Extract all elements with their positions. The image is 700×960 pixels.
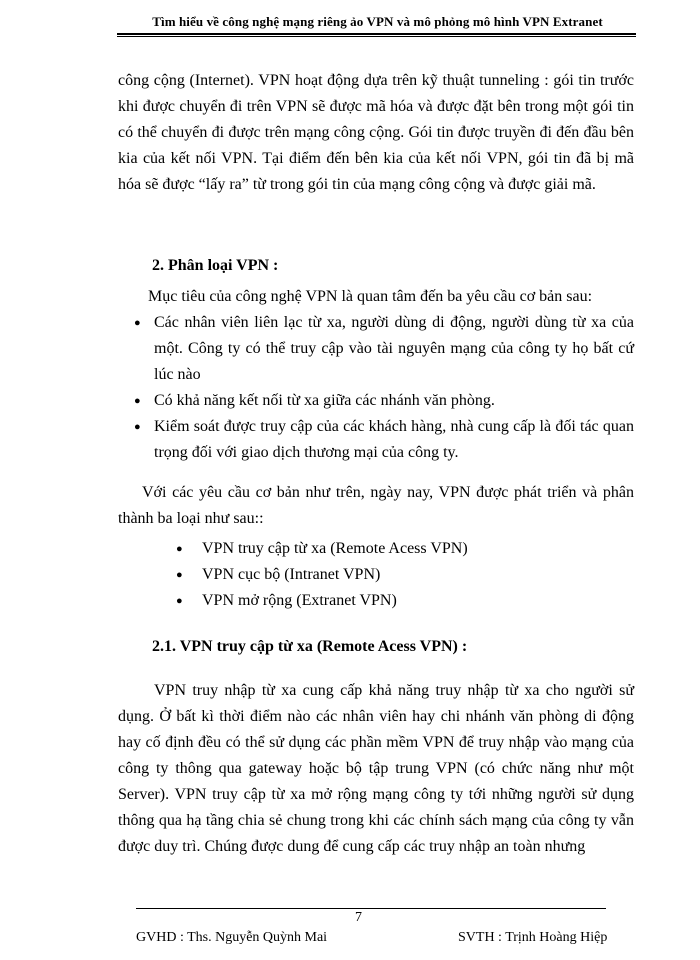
list-item: ● Kiểm soát được truy cập của các khách hàng, nhà cung cấp là đối tác quan trọng đối với giao dịch thương mại của công ty. [118, 414, 634, 466]
bullet-icon: ● [176, 569, 183, 581]
section-2-1-body: VPN truy nhập từ xa cung cấp khả năng truy nhập từ xa cho người sử dụng. Ở bất kì thời điểm nào các nhân viên hay chi nhánh văn phòng di động hay cố định đều có thể sử dụng các phần mềm VPN để truy nhập vào mạng của công ty thông qua gateway hoặc bộ tập trung VPN (có chức năng như một Server). VPN truy cập từ xa mở rộng mạng công ty tới những người sử dụng thông qua hạ tầng chia sẻ chung trong khi các chính sách mạng của công ty vẫn được duy trì. Chúng được dung để cung cấp các truy nhập an toàn nhưng [118, 682, 634, 855]
section-2-lead: Mục tiêu của công nghệ VPN là quan tâm đến ba yêu cầu cơ bản sau: [148, 288, 593, 305]
list-item: ● VPN cục bộ (Intranet VPN) [176, 562, 576, 588]
list-item: ● Có khả năng kết nối từ xa giữa các nhánh văn phòng. [118, 388, 634, 414]
header-rule [117, 33, 636, 35]
bullet-icon: ● [176, 543, 183, 555]
footer-rule [136, 908, 606, 909]
section-2-summary: Với các yêu cầu cơ bản như trên, ngày nay, VPN được phát triển và phân thành ba loại như sau:: [118, 484, 634, 527]
list-item: ● Các nhân viên liên lạc từ xa, người dùng di động, người dùng từ xa của một. Công ty có thể truy cập vào tài nguyên mạng của công ty họ bất cứ lúc nào [118, 310, 634, 388]
page-header-title: Tìm hiểu về công nghệ mạng riêng ảo VPN và mô phỏng mô hình VPN Extranet [152, 14, 603, 29]
footer-student: SVTH : Trịnh Hoàng Hiệp [458, 930, 608, 945]
footer-advisor: GVHD : Ths. Nguyễn Quỳnh Mai [136, 930, 328, 945]
header-rule-thin [117, 36, 636, 37]
section-2-heading: 2. Phân loại VPN : [152, 257, 279, 274]
bullet-icon: ● [134, 317, 141, 329]
intro-paragraph: công cộng (Internet). VPN hoạt động dựa trên kỹ thuật tunneling : gói tin trước khi được chuyển đi trên VPN sẽ được mã hóa và được đặt bên trong một gói tin có thể chuyển đi được trên mạng công cộng. Gói tin được truyền đi đến đầu bên kia của kết nối VPN. Tại điểm đến bên kia của kết nối VPN, gói tin đã bị mã hóa sẽ được “lấy ra” từ trong gói tin của mạng công cộng và được giải mã. [118, 72, 634, 193]
bullet-icon: ● [176, 595, 183, 607]
vpn-types-list [176, 536, 576, 614]
list-item: ● VPN mở rộng (Extranet VPN) [176, 588, 576, 614]
bullet-icon: ● [134, 421, 141, 433]
page-number: 7 [355, 910, 362, 925]
list-item: ● VPN truy cập từ xa (Remote Acess VPN) [176, 536, 576, 562]
section-2-1-heading: 2.1. VPN truy cập từ xa (Remote Acess VPN) : [152, 638, 468, 655]
bullet-icon: ● [134, 395, 141, 407]
requirements-list [118, 310, 634, 466]
